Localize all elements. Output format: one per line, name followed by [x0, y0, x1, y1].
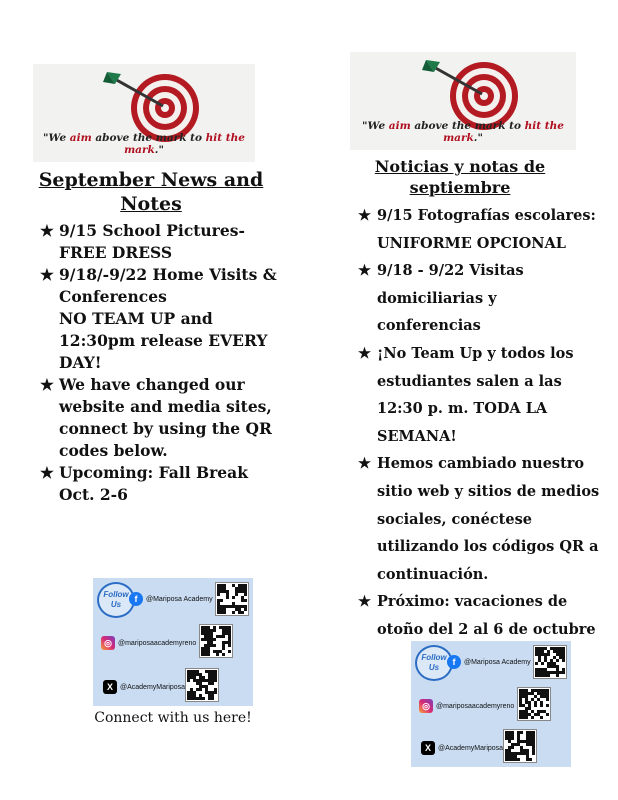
- news-item-line: Conferences: [59, 287, 167, 306]
- news-item: [358, 450, 614, 588]
- spanish-news-list: [358, 202, 614, 644]
- motto-text: "We aim above the mark to hit the mark.": [43, 132, 245, 156]
- news-item: [40, 220, 295, 264]
- news-item-line: Próximo: vacaciones de: [377, 593, 568, 611]
- news-item-line: DAY!: [59, 353, 102, 372]
- star-bullet-icon: ★: [40, 375, 54, 394]
- news-item-line: We have changed our: [59, 375, 245, 394]
- english-heading: September News and Notes: [38, 169, 264, 215]
- news-item-line: website and media sites,: [59, 397, 272, 416]
- news-item-line: sociales, conéctese: [377, 510, 532, 528]
- qr-code-facebook[interactable]: [215, 582, 249, 616]
- news-item-line: codes below.: [59, 441, 168, 460]
- news-item-line: sitio web y sitios de medios: [377, 482, 600, 500]
- follow-us-card-left: [93, 578, 253, 706]
- connect-caption: Connect with us here!: [94, 710, 252, 726]
- news-item-line: Upcoming: Fall Break: [59, 463, 248, 482]
- star-bullet-icon: ★: [358, 455, 371, 473]
- news-item-line: Oct. 2-6: [59, 485, 128, 504]
- news-item: [358, 588, 614, 643]
- news-item-line: utilizando los códigos QR a: [377, 538, 599, 556]
- follow-us-bubble: Follow Us: [415, 645, 453, 681]
- news-item-line: SEMANA!: [377, 427, 457, 445]
- instagram-link[interactable]: ◎ @mariposaacademyreno: [101, 636, 196, 650]
- qr-code-facebook[interactable]: [533, 645, 567, 679]
- star-bullet-icon: ★: [40, 265, 54, 284]
- news-item-line: Hemos cambiado nuestro: [377, 455, 585, 473]
- qr-code-x[interactable]: [185, 668, 219, 702]
- news-item: [40, 374, 295, 462]
- star-bullet-icon: ★: [40, 463, 54, 482]
- news-item: [40, 462, 295, 506]
- news-item-line: ¡No Team Up y todos los: [377, 344, 574, 362]
- news-item-line: connect by using the QR: [59, 419, 272, 438]
- left-banner: [33, 64, 255, 162]
- instagram-link[interactable]: ◎ @mariposaacademyreno: [419, 699, 514, 713]
- star-bullet-icon: ★: [358, 344, 371, 362]
- news-item-line: 12:30pm release EVERY: [59, 331, 268, 350]
- news-item-line: 12:30 p. m. TODA LA: [377, 400, 548, 418]
- qr-code-instagram[interactable]: [517, 687, 551, 721]
- instagram-icon: ◎: [101, 636, 115, 650]
- star-bullet-icon: ★: [358, 593, 371, 611]
- motto-text: "We aim above the mark to hit the mark.": [362, 120, 564, 144]
- x-icon: X: [103, 680, 117, 694]
- facebook-icon: f: [447, 655, 461, 669]
- news-item-line: FREE DRESS: [59, 243, 173, 262]
- news-item: [358, 340, 614, 450]
- news-item-line: otoño del 2 al 6 de octubre: [377, 620, 596, 638]
- right-banner: [350, 52, 576, 150]
- x-icon: X: [421, 741, 435, 755]
- facebook-icon: f: [129, 592, 143, 606]
- news-item-line: 9/18/-9/22 Home Visits &: [59, 265, 277, 284]
- news-item-line: 9/18 - 9/22 Visitas: [377, 262, 524, 280]
- star-bullet-icon: ★: [358, 262, 371, 280]
- news-item-line: domiciliarias y: [377, 289, 497, 307]
- x-link[interactable]: X @AcademyMariposa: [103, 680, 185, 694]
- news-item-line: NO TEAM UP and: [59, 309, 213, 328]
- spanish-heading: Noticias y notas de septiembre: [374, 157, 546, 197]
- follow-us-card-right: [411, 641, 571, 767]
- qr-code-x[interactable]: [503, 729, 537, 763]
- follow-us-bubble: Follow Us: [97, 582, 135, 618]
- news-item: [358, 257, 614, 340]
- qr-code-instagram[interactable]: [199, 624, 233, 658]
- facebook-link[interactable]: f @Mariposa Academy: [447, 655, 531, 669]
- news-item-line: 9/15 Fotografías escolares:: [377, 207, 596, 224]
- news-item-line: estudiantes salen a las: [377, 372, 562, 390]
- facebook-link[interactable]: f @Mariposa Academy: [129, 592, 213, 606]
- news-item: [40, 264, 295, 374]
- english-news-list: [40, 220, 295, 506]
- star-bullet-icon: ★: [358, 207, 371, 224]
- news-item-line: 9/15 School Pictures-: [59, 221, 245, 240]
- news-item-line: UNIFORME OPCIONAL: [377, 234, 566, 252]
- x-link[interactable]: X @AcademyMariposa: [421, 741, 503, 755]
- news-item-line: conferencias: [377, 317, 481, 335]
- star-bullet-icon: ★: [40, 221, 54, 240]
- news-item: [358, 202, 614, 257]
- instagram-icon: ◎: [419, 699, 433, 713]
- news-item-line: continuación.: [377, 565, 489, 583]
